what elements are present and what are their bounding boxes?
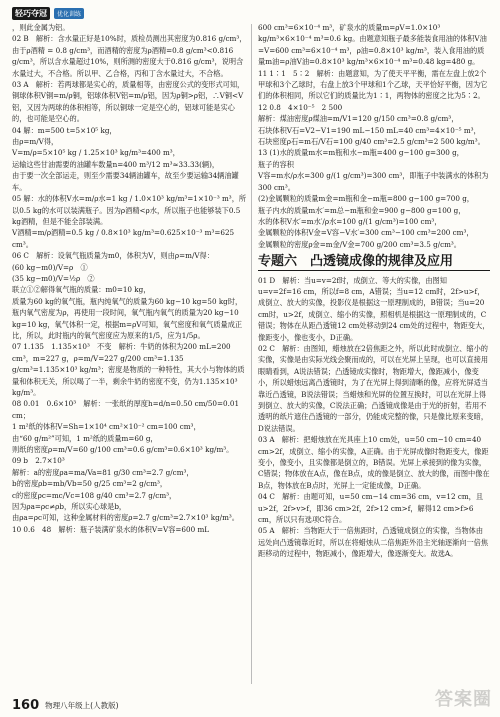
answer-paragraph: 600 cm³=6×10⁻⁴ m³，矿泉水的质量m=ρV=1.0×10³ kg/m³×6×10⁻⁴ m³=0.6 kg。由题意知瓶子最多能装食用油的体积V油=V=600 cm³=6×10⁻⁴ m³，ρ油=0.8×10³ kg/m³，装入食用油的质量m油=ρ油V油=0.8×10³ kg/m³×6×10⁻⁴ m³=0.48 kg=480 g。 xyxy=(258,23,487,67)
answer-paragraph: 瓶子的容积 xyxy=(258,159,294,169)
book-logo: 轻巧夺冠 xyxy=(12,7,50,20)
answer-paragraph: 由“60 g/m²”可知，1 m²纸的质量m=60 g， xyxy=(12,433,158,443)
answer-paragraph: 金属颗粒的体积V金=V容−V水′=300 cm³−100 cm³=200 cm³， xyxy=(258,228,474,238)
answer-paragraph: 13 (1)水的质量m水=m瓶和水−m瓶=400 g−100 g=300 g， xyxy=(258,148,464,158)
answer-paragraph: 水的体积V水′=m水′/ρ水=100 g/(1 g/cm³)=100 cm³， xyxy=(258,216,442,226)
section-title: 专题六 凸透镜成像的规律及应用 xyxy=(258,256,490,270)
answer-paragraph: 联立①②解得氧气瓶的质量：m0=10 kg， xyxy=(12,285,151,295)
answer-paragraph: 05 A 解析：当物距大于一倍焦距时，凸透镜成倒立的实像，当物体由远处向凸透镜靠近时，所以在将蜡烛从二倍焦距外沿主光轴逐渐向一倍焦距移动的过程中，物距减小，像距增大，像逐渐变大。故选A。 xyxy=(258,526,489,559)
answer-paragraph: 05 解：水的体积V水=m/ρ水=1 kg / 1.0×10³ kg/m³=1×10⁻³ m³，所以0.5 kg的水可以装满瓶子。因为ρ酒精<ρ水，所以瓶子也能够装下0.5 kg酒精，但是不能全部装满。 xyxy=(12,194,247,226)
watermark: 答案圈 xyxy=(435,689,492,710)
page-number: 160 xyxy=(12,698,40,713)
answer-paragraph: V酒精=m/ρ酒精=0.5 kg / 0.8×10³ kg/m³=0.625×10⁻³ m³=625 cm³。 xyxy=(12,228,235,249)
answer-paragraph: 11 1∶1 5∶2 解析：由题意知，为了使天平平衡，需在左盘上放2个甲球和3个乙球时，右盘上放3个甲球和1个乙球，天平恰好平衡，因为它们的体积相同，所以它们的质量比为1∶1，两物体的密度之比为5∶2。 xyxy=(258,68,488,101)
answer-paragraph: (35 kg−m0)/V=½ρ ② xyxy=(12,273,95,283)
answer-paragraph: 运输这些甘油需要的油罐车数量n=400 m³/12 m³≈33.33(辆)， xyxy=(12,159,220,169)
answer-paragraph: 解析：煤油密度ρ煤油=m/V1=120 g/150 cm³=0.8 g/cm³， xyxy=(258,114,459,124)
answer-paragraph: 03 A 解析：把蜡烛放在光具座上10 cm处，u=50 cm−10 cm=40 cm>2f，成倒立、缩小的实像，A正确。由于光屏成像时物距变大，像距变小，像变小，且实像都是倒立的，B错误。光屏上承接到的像为实像，C错误；物体放在A点，像在B点，成的像是倒立、放大的像，而图中像在B点，物体放在B点时，光屏上一定能成像，D正确。 xyxy=(258,435,490,490)
answer-paragraph: 由于要一次全部运走，则至少需要34辆油罐车，故至少要运输34辆油罐车。 xyxy=(12,171,239,192)
answer-paragraph: 02 C 解析：由图知，蜡烛放在2倍焦距之外，所以此时成倒立、缩小的实像，实像是由实际光线会聚而成的，可以在光屏上呈现，也可以直接用眼睛看到，A说法错误；凸透镜成实像时，物距增大，像距减小，像变小，所以蜡烛远离凸透镜时，为了在光屏上得到清晰的像，应将光屏适当靠近凸透镜，B说法错误；当蜡烛和光屏的位置互换时，可以在光屏上得到倒立、放大的实像，C说法正确；凸透镜成像是由于光的折射，若用不透明的纸片遮住凸透镜的一部分，仍能成完整的像，只是像比原来变暗，D说法错误。 xyxy=(258,343,489,433)
answer-paragraph: 由ρa=ρc可知，这种金属材料的密度ρ=2.7 g/cm³=2.7×10³ kg/m³。 xyxy=(12,513,239,523)
answer-paragraph: 12 0.8 4×10⁻⁵ 2 500 xyxy=(258,102,343,112)
answer-paragraph: 09 b 2.7×10³ xyxy=(12,456,65,466)
answer-paragraph: 04 解：m=500 t=5×10⁵ kg， xyxy=(12,125,117,135)
answer-paragraph: V容=m水/ρ水=300 g/(1 g/cm³)=300 cm³，即瓶子中装满水的体积为300 cm³。 xyxy=(258,171,489,192)
answer-paragraph: 则纸的密度ρ=m/V=60 g/100 cm³=0.6 g/cm³=0.6×10³ kg/m³。 xyxy=(12,445,234,455)
answer-paragraph: 06 C 解析：设氧气瓶质量为m0，体积为V，则由ρ=m/V得： xyxy=(12,251,214,261)
answer-paragraph: 02 B 解析：含水量正好是10%时，质检员测出其密度为0.816 g/cm³，由于ρ酒精 = 0.8 g/cm³，而酒精的密度为ρ酒精=0.8 g/cm³<0.816 g/cm³，所以含水量超过10%，则所测的密度大于0.816 g/cm³，说明含水量过大，不合格。所以甲、乙合格，丙和丁含水量过大，不合格。 xyxy=(12,34,247,78)
column-divider xyxy=(251,24,252,684)
answer-paragraph: 石块密度ρ石=m石/V石=100 g/40 cm³=2.5 g/cm³=2 500 kg/m³。 xyxy=(258,137,485,147)
answer-paragraph: 因为ρa=ρc≠ρb，所以实心球是b， xyxy=(12,502,127,512)
answer-paragraph: 10 0.6 48 解析：瓶子装满矿泉水的体积V=V容=600 mL xyxy=(12,524,210,534)
answer-paragraph: 解析：a的密度ρa=ma/Va=81 g/30 cm³=2.7 g/cm³， xyxy=(12,467,194,477)
answer-paragraph: 03 A 解析：若两球都是实心的，质量相等，由密度公式的变形式可知，铜球体积V铜=m/ρ铜，铝球体积V铝=m/ρ铝，因为ρ铜>ρ铝，∴V铜<V铝，又因为两球的体积相等，所以铜球一定是空心的，铝球可能是实心的，也可能是空心的。 xyxy=(12,80,245,124)
book-logo-subtitle: 优化训练 xyxy=(54,8,84,19)
right-column xyxy=(258,22,490,560)
answer-paragraph: 01 D 解析：当u=v=2f时，成倒立、等大的实像，由图知u=v=2f=16 cm，所以f=8 cm，A错误；当u=12 cm时，2f>u>f，成倒立、放大的实像，投影仪是根据这一原理制成的，B错误；当u=20 cm时，u>2f，成倒立、缩小的实像，照相机是根据这一原理制成的，C错误；物体在从距凸透镜12 cm处移动到24 cm处的过程中，物距变大，像距变小，像也变小，D正确。 xyxy=(258,275,490,342)
page-footer xyxy=(12,698,119,713)
answer-paragraph: ，则此金属为铝。 xyxy=(12,23,70,32)
answer-paragraph: 04 C 解析：由题可知，u=50 cm−14 cm=36 cm，v=12 cm，且u>2f，2f>v>f，即36 cm>2f，2f>12 cm>f，解得12 cm>f>6 cm，所以只有选项C符合。 xyxy=(258,492,484,525)
answer-paragraph: 1 m²纸的体积V=Sh=1×10⁴ cm²×10⁻² cm=100 cm³， xyxy=(12,422,201,432)
answer-paragraph: 08 0.01 0.6×10³ 解析：一张纸的厚度h=d/n=0.50 cm/50=0.01 cm； xyxy=(12,399,240,420)
answer-paragraph: 石块体积V石=V2−V1=190 mL−150 mL=40 cm³=4×10⁻⁵ m³， xyxy=(258,125,481,135)
answer-paragraph: V=m/ρ=5×10⁵ kg / 1.25×10³ kg/m³=400 m³， xyxy=(12,148,180,158)
answer-paragraph: 由ρ=m/V得， xyxy=(12,137,59,147)
answer-paragraph: (60 kg−m0)/V=ρ ① xyxy=(12,262,88,272)
answer-paragraph: (2)金属颗粒的质量m金=m瓶和金−m瓶=800 g−100 g=700 g， xyxy=(258,194,474,204)
answer-paragraph: 金属颗粒的密度ρ金=m金/V金=700 g/200 cm³=3.5 g/cm³。 xyxy=(258,239,461,249)
left-column xyxy=(12,22,247,535)
answer-paragraph: c的密度ρc=mc/Vc=108 g/40 cm³=2.7 g/cm³， xyxy=(12,490,177,500)
answer-paragraph: 07 1.135 1.135×10³ 不变 解析：牛奶的体积为200 mL=200 cm³，m=227 g，ρ=m/V=227 g/200 cm³=1.135 g/cm³=1.135×10³ kg/m³；密度是物质的一种特性，其大小与物体的质量和体积无关，所以喝了一半，剩余牛奶的密度不变，仍为1.135×10³ kg/m³。 xyxy=(12,342,245,397)
answer-paragraph: 质量为60 kg的氧气瓶，瓶内纯氧气的质量为60 kg−10 kg=50 kg时，瓶内氧气密度为ρ，再使用一段时间，氧气瓶内氧气的质量为20 kg−10 kg=10 kg，氧气体积一定，根据m=ρV可知，氧气密度和氧气质量成正比，所以，此时瓶内的氧气密度应为原来的1/5，应为1/5ρ。 xyxy=(12,296,243,340)
answer-paragraph: b的密度ρb=mb/Vb=50 g/25 cm³=2 g/cm³， xyxy=(12,479,168,489)
book-title: 物理八年级上(人教版) xyxy=(45,701,119,710)
answer-paragraph: 瓶子内水的质量m水′=m总−m瓶和金=900 g−800 g=100 g， xyxy=(258,205,466,215)
page-header xyxy=(12,6,84,20)
